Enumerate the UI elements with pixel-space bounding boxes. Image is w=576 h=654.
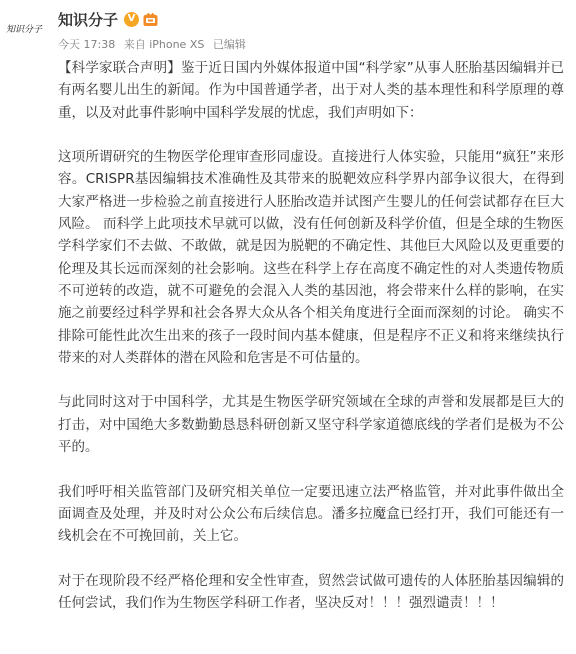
- paragraph-1: 【科学家联合声明】鉴于近日国内外媒体报道中国“科学家”从事人胚胎基因编辑并已有两名婴儿出生的新闻。作为中国普通学者，出于对人类的基本理性和科学原理的尊重，以及对此事件影响中国科学发展的忧虑，我们声明如下：: [58, 60, 564, 121]
- post-source[interactable]: 来自 iPhone XS: [123, 38, 205, 51]
- post-meta: [58, 36, 251, 52]
- paragraph-4: 我们呼吁相关监管部门及研究相关单位一定要迅速立法严格监管，并对此事件做出全面调查及处理，并及时对公众公布后续信息。潘多拉魔盒已经打开，我们可能还有一线机会在不可挽回前，关上它。: [58, 483, 564, 545]
- member-badge-icon[interactable]: [143, 12, 158, 27]
- verified-badge-icon[interactable]: V: [124, 12, 139, 27]
- post-time[interactable]: 今天 17:38: [58, 38, 116, 51]
- author-row: [58, 8, 158, 30]
- avatar-calligraphy: 知识分子: [5, 24, 42, 35]
- username-link[interactable]: 知识分子: [58, 10, 119, 29]
- avatar[interactable]: [2, 6, 46, 50]
- post-body: [58, 57, 564, 637]
- edited-label[interactable]: 已编辑: [212, 38, 246, 51]
- paragraph-5: 对于在现阶段不经严格伦理和安全性审查，贸然尝试做可遗传的人体胚胎基因编辑的任何尝试，我们作为生物医学科研工作者，坚决反对！！！强烈谴责！！！: [58, 572, 564, 612]
- paragraph-2: 这项所谓研究的生物医学伦理审查形同虚设。直接进行人体实验，只能用“疯狂”来形容。CRISPR基因编辑技术准确性及其带来的脱靶效应科学界内部争议很大，在得到大家严格进一步检验之前直接进行人胚胎改造并试图产生婴儿的任何尝试都存在巨大风险。 而科学上此项技术早就可以做，没有任何创新及科学价值，但是全球的生物医学科学家们不去做、不敢做，就是因为脱靶的不确定性、其他巨大风险以及更重要的伦理及其长远而深刻的社会影响。这些在科学上存在高度不确定性的对人类遗传物质不可逆转的改造，就不可避免的会混入人类的基因池，将会带来什么样的影响，在实施之前要经过科学界和社会各界大众从各个相关角度进行全面而深刻的讨论。 确实不排除可能性此次生出来的孩子一段时间内基本健康，但是程序不正义和将来继续执行带来的对人类群体的潜在风险和危害是不可估量的。: [58, 149, 564, 366]
- paragraph-3: 与此同时这对于中国科学，尤其是生物医学研究领域在全球的声誉和发展都是巨大的打击，对中国绝大多数勤勤恳恳科研创新又坚守科学家道德底线的学者们是极为不公平的。: [58, 394, 564, 456]
